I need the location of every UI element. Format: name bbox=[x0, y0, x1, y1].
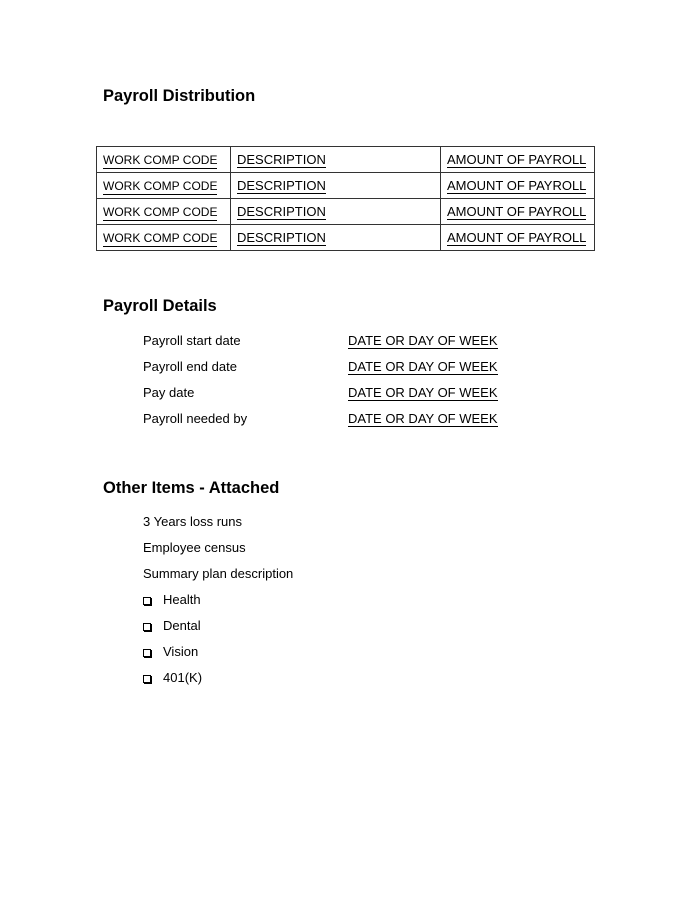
list-item: 3 Years loss runs bbox=[143, 514, 243, 529]
payroll-end-date-label: Payroll end date bbox=[143, 359, 237, 374]
other-items-heading: Other Items - Attached bbox=[103, 479, 280, 497]
description-cell[interactable] bbox=[231, 173, 441, 199]
work-comp-code-field: WORK COMP CODE bbox=[103, 230, 218, 245]
amount-of-payroll-cell[interactable] bbox=[441, 147, 595, 173]
amount-of-payroll-field: AMOUNT OF PAYROLL bbox=[447, 177, 587, 193]
work-comp-code-cell[interactable] bbox=[97, 225, 231, 251]
plan-item-401k[interactable] bbox=[143, 670, 202, 696]
other-items-list bbox=[143, 514, 293, 592]
work-comp-code-field: WORK COMP CODE bbox=[103, 204, 218, 219]
plan-item-health[interactable] bbox=[143, 592, 202, 618]
description-field: DESCRIPTION bbox=[237, 177, 326, 193]
payroll-needed-by-label: Payroll needed by bbox=[143, 411, 248, 426]
payroll-start-date-row bbox=[143, 332, 543, 358]
payroll-end-date-field[interactable]: DATE OR DAY OF WEEK bbox=[348, 359, 498, 374]
payroll-end-date-row bbox=[143, 358, 543, 384]
payroll-start-date-label: Payroll start date bbox=[143, 333, 241, 348]
amount-of-payroll-field: AMOUNT OF PAYROLL bbox=[447, 203, 587, 219]
table-row bbox=[97, 173, 595, 199]
work-comp-code-cell[interactable] bbox=[97, 147, 231, 173]
plan-item-vision[interactable] bbox=[143, 644, 202, 670]
plan-item-label: Dental bbox=[163, 618, 201, 633]
pay-date-row bbox=[143, 384, 543, 410]
plan-items-list bbox=[143, 592, 202, 696]
description-field: DESCRIPTION bbox=[237, 151, 326, 167]
list-item: Summary plan description bbox=[143, 566, 294, 581]
plan-item-dental[interactable] bbox=[143, 618, 202, 644]
work-comp-code-cell[interactable] bbox=[97, 173, 231, 199]
payroll-details-heading: Payroll Details bbox=[103, 297, 217, 315]
payroll-start-date-field[interactable]: DATE OR DAY OF WEEK bbox=[348, 333, 498, 348]
list-item: Employee census bbox=[143, 540, 246, 555]
payroll-details-list bbox=[143, 332, 543, 436]
amount-of-payroll-cell[interactable] bbox=[441, 199, 595, 225]
amount-of-payroll-cell[interactable] bbox=[441, 173, 595, 199]
table-row bbox=[97, 225, 595, 251]
table-row bbox=[97, 147, 595, 173]
plan-item-label: Health bbox=[163, 592, 201, 607]
payroll-distribution-heading: Payroll Distribution bbox=[103, 87, 256, 105]
description-field: DESCRIPTION bbox=[237, 229, 326, 245]
description-cell[interactable] bbox=[231, 147, 441, 173]
payroll-distribution-table bbox=[96, 146, 595, 251]
pay-date-field[interactable]: DATE OR DAY OF WEEK bbox=[348, 385, 498, 400]
work-comp-code-cell[interactable] bbox=[97, 199, 231, 225]
checkbox-icon[interactable] bbox=[143, 623, 151, 631]
payroll-needed-by-row bbox=[143, 410, 543, 436]
checkbox-icon[interactable] bbox=[143, 649, 151, 657]
checkbox-icon[interactable] bbox=[143, 675, 151, 683]
work-comp-code-field: WORK COMP CODE bbox=[103, 178, 218, 193]
table-row bbox=[97, 199, 595, 225]
description-cell[interactable] bbox=[231, 225, 441, 251]
payroll-needed-by-field[interactable]: DATE OR DAY OF WEEK bbox=[348, 411, 498, 426]
amount-of-payroll-cell[interactable] bbox=[441, 225, 595, 251]
plan-item-label: 401(K) bbox=[163, 670, 203, 685]
plan-item-label: Vision bbox=[163, 644, 199, 659]
pay-date-label: Pay date bbox=[143, 385, 195, 400]
work-comp-code-field: WORK COMP CODE bbox=[103, 152, 218, 167]
description-field: DESCRIPTION bbox=[237, 203, 326, 219]
amount-of-payroll-field: AMOUNT OF PAYROLL bbox=[447, 229, 587, 245]
description-cell[interactable] bbox=[231, 199, 441, 225]
checkbox-icon[interactable] bbox=[143, 597, 151, 605]
amount-of-payroll-field: AMOUNT OF PAYROLL bbox=[447, 151, 587, 167]
